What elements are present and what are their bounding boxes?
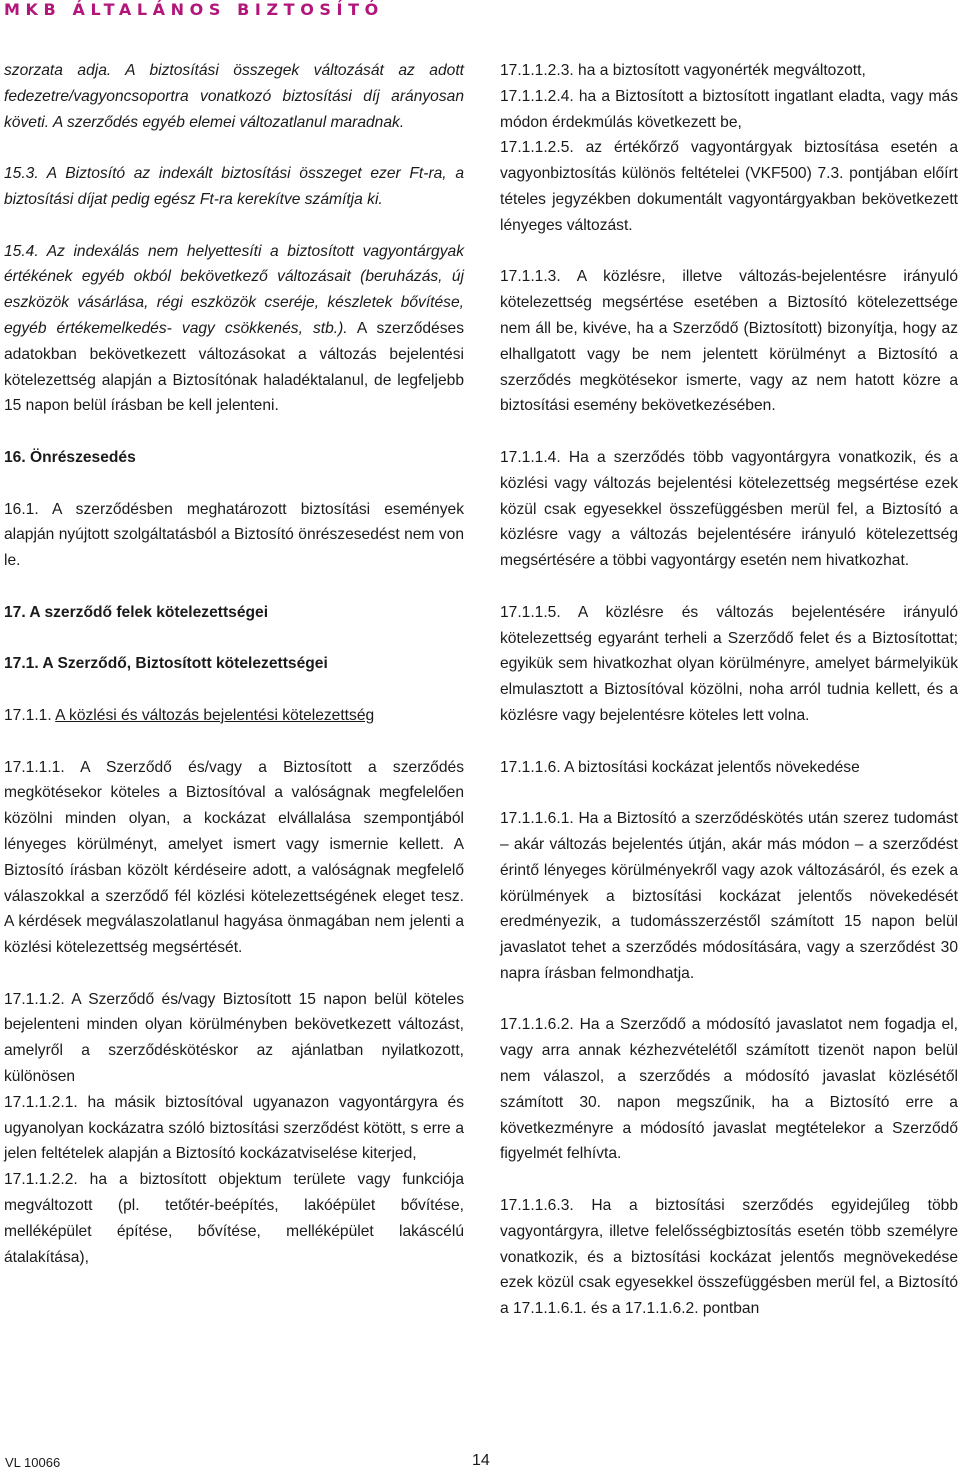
paragraph-17-1-1-2-1: 17.1.1.2.1. ha másik biztosítóval ugyanazon vagyontárgyra és ugyanolyan kockázatra szóló biztosítási szerződést kötött, s erre a jelen feltételek alapján a Biztosító kockázatviselése kiterjed, — [4, 1093, 464, 1163]
paragraph-17-1-1-2-4: 17.1.1.2.4. ha a Biztosított a biztosított ingatlant eladta, vagy más módon érdekmúlás következett be, — [500, 87, 958, 131]
right-column — [500, 58, 958, 1322]
heading-16: 16. Önrészesedés — [4, 448, 136, 466]
paragraph-17-1-1-6-3: 17.1.1.6.3. Ha a biztosítási szerződés egyidejűleg több vagyontárgyra, illetve felelősségbiztosítás esetén több személyre vonatkozik, és a biztosítási kockázat jelentős megnövekedése ezek közül csak egyesekkel összefüggésben merül fel, a Biztosító a 17.1.1.6.1. és a 17.1.1.6.2. pontban — [500, 1197, 958, 1318]
heading-17-1-1 — [4, 703, 464, 729]
paragraph-15-4 — [4, 239, 464, 420]
paragraph-17-1-1-3: 17.1.1.3. A közlésre, illetve változás-bejelentésre irányuló kötelezettség megsértése esetében a Biztosító kötelezettsége nem áll be, kivéve, ha a Szerződő (Biztosított) bizonyítja, hogy az elhallgatott vagy be nem jelentett körülményt a Biztosító a szerződés megkötésekor ismerte, vagy az nem hatott közre a biztosítási esemény bekövetkezésében. — [500, 268, 958, 415]
paragraph-17-1-1-6-2: 17.1.1.6.2. Ha a Szerződő a módosító javaslatot nem fogadja el, vagy arra annak kézhezvételétől számított tizenöt napon belül nem válaszol, a szerződés a módosító javaslat közlésétől számított 30. napon megszűnik, ha a Biztosító erre a következményre a módosító javaslat megtételekor a Szerződő figyelmét felhívta. — [500, 1016, 958, 1163]
paragraph-17-1-1-2-2: 17.1.1.2.2. ha a biztosított objektum területe vagy funkciója megváltozott (pl. tetőtér-beépítés, lakóépület bővítése, melléképület építése, bővítése, melléképület lakáscélú átalakítása), — [4, 1171, 464, 1266]
paragraph-17-1-1-4: 17.1.1.4. Ha a szerződés több vagyontárgyra vonatkozik, és a közlési vagy változás bejelentési kötelezettség megsértése ezek közül csak egyesekkel összefüggésben merül fel, a Biztosító a közlésre vagy a változás bejelentésére irányuló kötelezettség megsértésére a többi vagyontárgy esetén nem hivatkozhat. — [500, 448, 958, 570]
paragraph-17-1-1-2-3: 17.1.1.2.3. ha a biztosított vagyonérték megváltozott, — [500, 62, 866, 79]
heading-17-1-1-title: A közlési és változás bejelentési kötelezettség — [55, 706, 375, 724]
document-code: VL 10066 — [5, 1455, 61, 1470]
paragraph-17-1-1-2-5: 17.1.1.2.5. az értékőrző vagyontárgyak biztosítása esetén a vagyonbiztosítás különös feltételei (VKF500) 7.3. pontjában előírt tételes jegyzékben dokumentált vagyontárgyakban bekövetkezett lényeges változást. — [500, 139, 958, 234]
paragraph-17-1-1-1: 17.1.1.1. A Szerződő és/vagy a Biztosított a szerződés megkötésekor köteles a Biztosítóval a valóságnak megfelelően közölni minden olyan, a kockázat elvállalása szempontjából lényeges körülményt, amelyet ismert vagy ismernie kellett. A Biztosító írásban közölt kérdéseire adott, a valóságnak megfelelő válaszokkal a szerződő fél közlési kötelezettségének eleget tesz. A kérdések megválaszolatlanul hagyása önmagában nem jelenti a közlési kötelezettség megsértését. — [4, 758, 464, 957]
paragraph-15-4-italic: 15.4. Az indexálás nem helyettesíti a biztosított vagyontárgyak értékének egyéb okból bekövetkező változásait (beruházás, új eszközök vásárlása, régi eszközök cseréje, készletek bővítése, egyéb értékemelkedés- vagy csökkenés, stb.). — [4, 242, 464, 337]
paragraph-16-1: 16.1. A szerződésben meghatározott biztosítási események alapján nyújtott szolgáltatásból a Biztosító önrészesedést nem von le. — [4, 500, 464, 570]
paragraph-15-3: 15.3. A Biztosító az indexált biztosítási összeget ezer Ft-ra, a biztosítási díjat pedig egész Ft-ra kerekítve számítja ki. — [4, 165, 464, 208]
heading-17-1: 17.1. A Szerződő, Biztosított kötelezettségei — [4, 655, 328, 673]
paragraph-17-1-1-6: 17.1.1.6. A biztosítási kockázat jelentős növekedése — [500, 758, 860, 776]
heading-17-1-1-number: 17.1.1. — [4, 706, 56, 724]
paragraph-15-4-rest: A szerződéses adatokban bekövetkezett változásokat a változás bejelentési kötelezettség alapján a Biztosítónak haladéktalanul, de legfeljebb 15 napon belül írásban be kell jelenteni. — [4, 319, 464, 415]
paragraph-17-1-1-6-1: 17.1.1.6.1. Ha a Biztosító a szerződéskötés után szerez tudomást – akár változás bejelentés útján, akár más módon – a szerződést érintő lényeges körülményekről vagy azok változásáról, és ezek a körülmények a biztosítási kockázat jelentős növekedését eredményezik, a tudomásszerzéstől számított 15 napon belül javaslatot tehet a szerződés módosítására, vagy a szerződést 30 napra írásban felmondhatja. — [500, 810, 958, 982]
paragraph-17-1-1-5: 17.1.1.5. A közlésre és változás bejelentésére irányuló kötelezettség egyaránt terheli a Szerződő felet és a Biztosítottat; egyikük sem hivatkozhat olyan körülményre, amelyet bármelyikük elmulasztott a Biztosítóval közölni, noha arról tudnia kellett, és a közlésre vagy bejelentésre köteles lett volna. — [500, 603, 958, 724]
heading-17: 17. A szerződő felek kötelezettségei — [4, 603, 269, 621]
left-column — [4, 58, 464, 1270]
paragraph-17-1-1-2: 17.1.1.2. A Szerződő és/vagy Biztosított 15 napon belül köteles bejelenteni minden olyan körülményben bekövetkezett változást, amelyről a szerződéskötéskor az ajánlatban nyilatkozott, különösen — [4, 990, 464, 1086]
document-header: MKB ÁLTALÁNOS BIZTOSÍTÓ — [4, 0, 384, 19]
page-number: 14 — [472, 1452, 490, 1469]
paragraph-15-2-cont: szorzata adja. A biztosítási összegek változását az adott fedezetre/vagyoncsoportra vonatkozó biztosítási díj arányosan követi. A szerződés egyéb elemei változatlanul maradnak. — [4, 62, 464, 131]
